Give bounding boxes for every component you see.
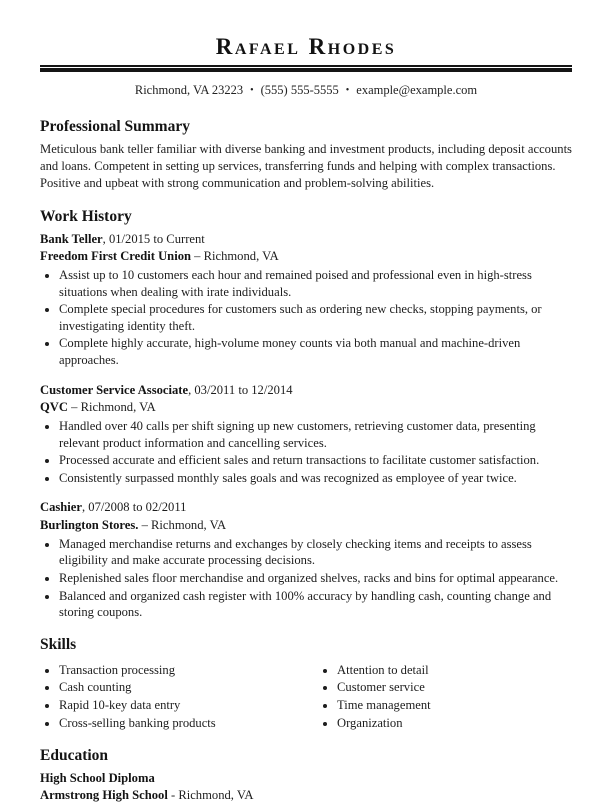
job-company-line <box>40 517 572 534</box>
header-divider <box>40 65 572 72</box>
job-company: Burlington Stores. <box>40 517 139 532</box>
job-bullet-list <box>40 418 572 486</box>
skill-item: • Transaction processing <box>59 662 318 679</box>
section-professional-summary <box>40 117 572 193</box>
contact-email: example@example.com <box>356 83 478 97</box>
education-degree: High School Diploma <box>40 771 155 786</box>
job-company-line <box>40 248 572 265</box>
job-company-line <box>40 399 572 416</box>
job-bullet-list <box>40 267 572 369</box>
job-company: QVC <box>40 399 68 414</box>
education-entry <box>40 770 572 804</box>
summary-text: Meticulous bank teller familiar with diverse banking and investment products, including deposit accounts and loans. Competent in setting up services, transferring funds and helping with complex transactions. Positive and upbeat with strong communication and problem-solving abilities. <box>40 142 572 191</box>
job-title: Cashier <box>40 500 82 515</box>
job-entry <box>40 499 572 620</box>
skill-item: • Customer service <box>337 679 572 696</box>
summary-heading: Professional Summary <box>40 118 190 135</box>
job-location: – Richmond, VA <box>68 399 156 414</box>
section-skills <box>40 635 572 732</box>
job-bullet: • Complete highly accurate, high-volume money counts via both manual and machine-driven approaches. <box>59 335 572 368</box>
skills-heading: Skills <box>40 635 77 653</box>
job-entry <box>40 382 572 487</box>
job-title-line <box>40 231 572 248</box>
education-school: Armstrong High School <box>40 788 168 803</box>
job-dates: , 03/2011 to 12/2014 <box>188 382 293 397</box>
job-entry <box>40 231 572 369</box>
skill-item: • Cash counting <box>59 679 318 696</box>
section-education <box>40 746 572 804</box>
job-bullet: • Complete special procedures for customers such as ordering new checks, stopping payments, or investigating identity theft. <box>59 301 572 334</box>
job-title-line <box>40 499 572 516</box>
job-bullet-list <box>40 536 572 621</box>
job-bullet: • Managed merchandise returns and exchanges by closely checking items and receipts to assess eligibility and make accurate processing decisions. <box>59 536 572 569</box>
job-bullet: • Consistently surpassed monthly sales goals and was recognized as employee of year twice. <box>59 470 572 487</box>
skill-item: • Attention to detail <box>337 662 572 679</box>
job-title: Customer Service Associate <box>40 382 189 397</box>
job-dates: , 01/2015 to Current <box>102 231 205 246</box>
work-history-heading: Work History <box>40 207 132 225</box>
skill-item: • Time management <box>337 697 572 714</box>
contact-phone: (555) 555-5555 <box>260 83 339 97</box>
job-company: Freedom First Credit Union <box>40 248 191 263</box>
job-bullet: • Balanced and organized cash register with 100% accuracy by handling cash, counting change and storing coupons. <box>59 588 572 621</box>
contact-location: Richmond, VA 23223 <box>134 83 244 97</box>
skill-item: • Cross-selling banking products <box>59 715 318 732</box>
education-school-line <box>40 787 572 804</box>
job-bullet: • Assist up to 10 customers each hour and remained poised and professional even in high-stress situations when dealing with irate individuals. <box>59 267 572 300</box>
job-bullet: • Processed accurate and efficient sales and return transactions to facilitate customer satisfaction. <box>59 452 572 469</box>
education-location: - Richmond, VA <box>167 788 254 803</box>
job-bullet: • Replenished sales floor merchandise and organized shelves, racks and bins for optimal appearance. <box>59 570 572 587</box>
contact-separator-icon: • <box>345 85 350 96</box>
skill-item: • Organization <box>337 715 572 732</box>
job-location: – Richmond, VA <box>138 517 227 532</box>
skills-list-left <box>40 662 318 732</box>
job-bullet: • Handled over 40 calls per shift signing up new customers, retrieving customer data, presenting relevant product information and cancelling services. <box>59 418 572 451</box>
job-dates: , 07/2008 to 02/2011 <box>81 500 187 515</box>
skill-item: • Rapid 10-key data entry <box>59 697 318 714</box>
skills-list-right <box>318 662 572 732</box>
job-location: – Richmond, VA <box>191 248 279 263</box>
candidate-name: Rafael Rhodes <box>215 34 397 59</box>
contact-line <box>40 83 572 98</box>
skills-columns <box>40 659 572 732</box>
contact-separator-icon: • <box>250 85 254 96</box>
education-degree-line <box>40 770 572 787</box>
job-title: Bank Teller <box>40 231 103 246</box>
job-title-line <box>40 382 572 399</box>
education-heading: Education <box>40 747 109 765</box>
resume-header <box>40 33 572 98</box>
section-work-history <box>40 207 572 621</box>
